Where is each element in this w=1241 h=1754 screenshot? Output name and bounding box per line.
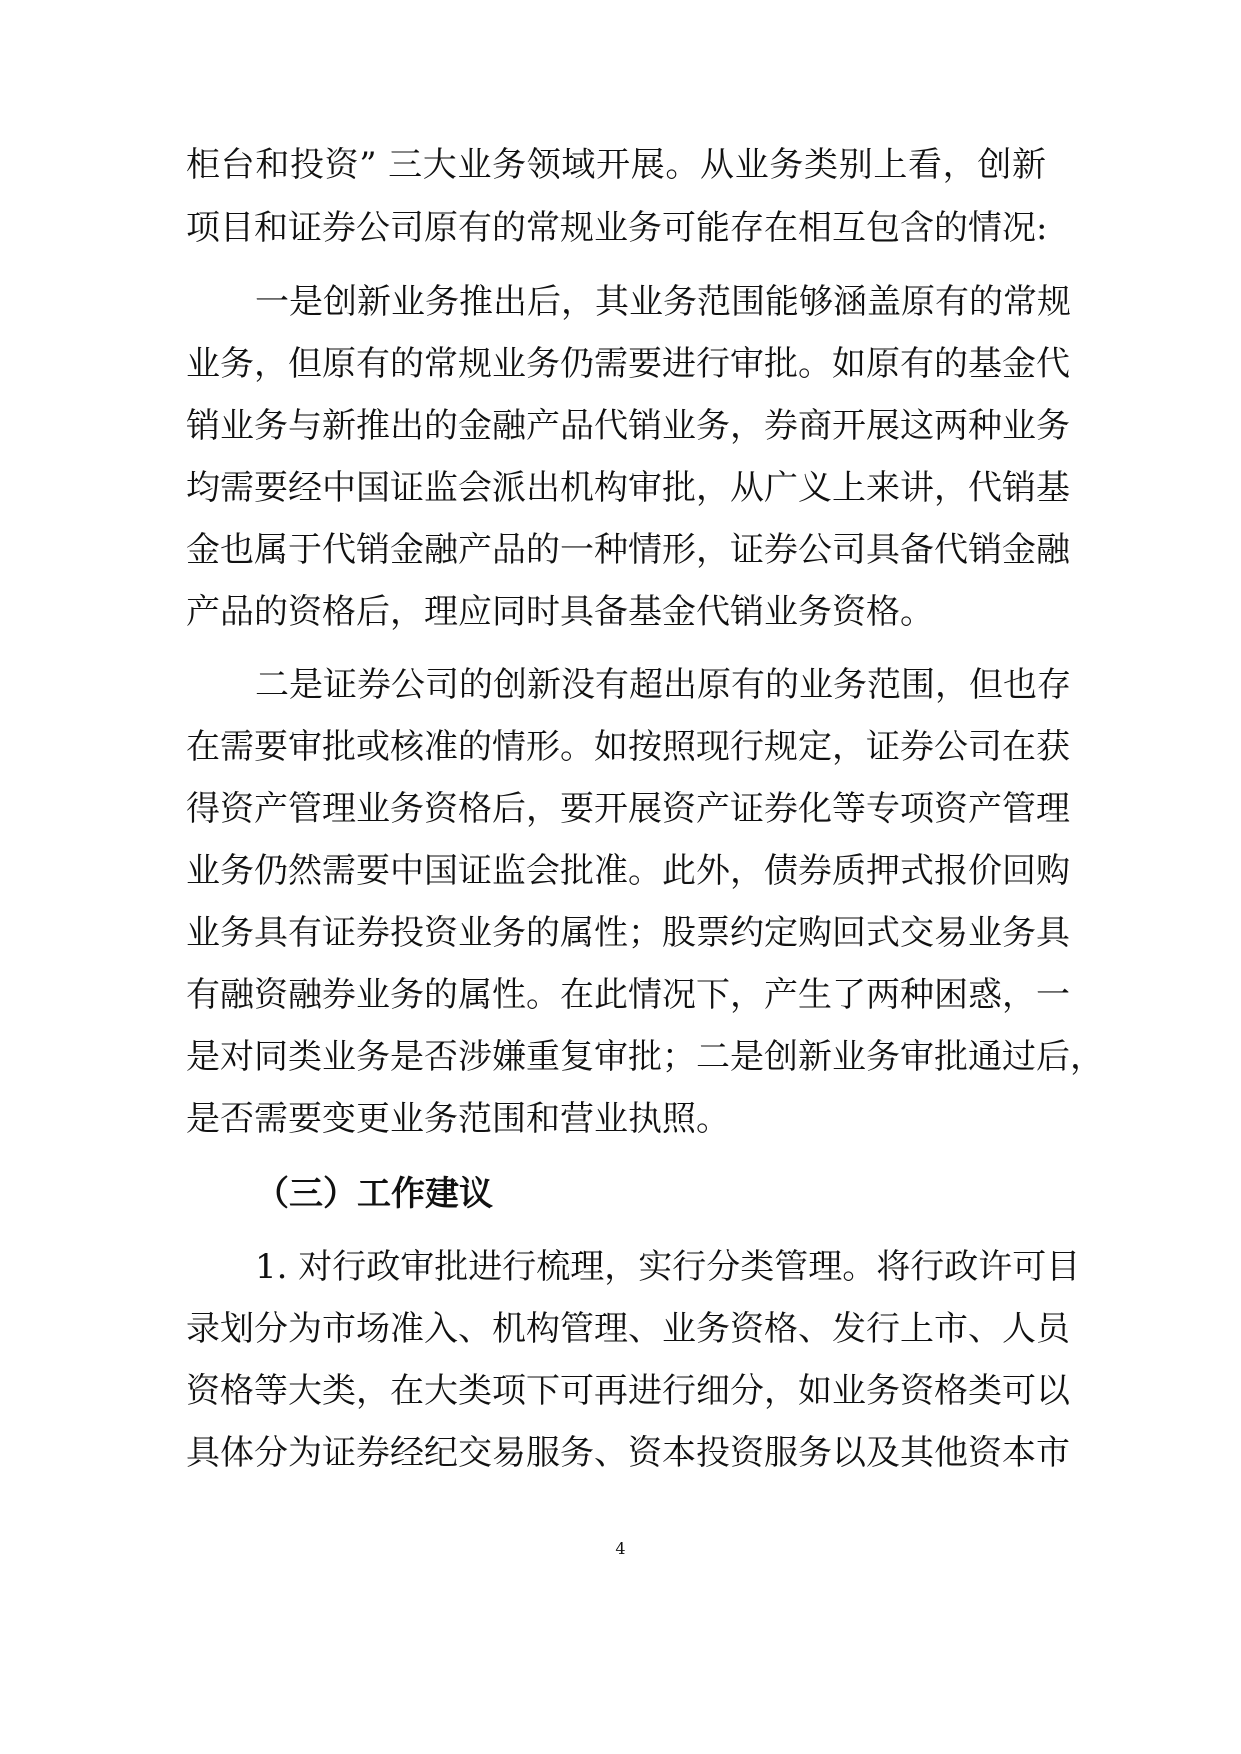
paragraph-line: 项目和证券公司原有的常规业务可能存在相互包含的情况:	[186, 208, 1048, 248]
paragraph-line: 录划分为市场准入、机构管理、业务资格、发行上市、人员	[186, 1309, 1070, 1349]
paragraph-line: 在需要审批或核准的情形。如按照现行规定，证券公司在获	[186, 727, 1070, 767]
paragraph-line: 业务具有证券投资业务的属性；股票约定购回式交易业务具	[186, 913, 1070, 953]
paragraph-line: 产品的资格后，理应同时具备基金代销业务资格。	[186, 592, 934, 632]
paragraph-line: 业务，但原有的常规业务仍需要进行审批。如原有的基金代	[186, 344, 1070, 384]
paragraph-line: 柜台和投资” 三大业务领域开展。从业务类别上看，创新	[186, 145, 1046, 185]
page-number: 4	[615, 1539, 626, 1558]
paragraph-line: 资格等大类，在大类项下可再进行细分，如业务资格类可以	[186, 1371, 1070, 1411]
paragraph-line: 具体分为证券经纪交易服务、资本投资服务以及其他资本市	[186, 1433, 1070, 1473]
section-heading: （三）工作建议	[255, 1174, 493, 1214]
paragraph-line: 1. 对行政审批进行梳理，实行分类管理。将行政许可目	[255, 1247, 1081, 1287]
paragraph-line: 有融资融券业务的属性。在此情况下，产生了两种困惑，一	[186, 975, 1070, 1015]
paragraph-line: 得资产管理业务资格后，要开展资产证券化等专项资产管理	[186, 789, 1070, 829]
paragraph-line: 一是创新业务推出后，其业务范围能够涵盖原有的常规	[255, 282, 1071, 322]
paragraph-line: 二是证券公司的创新没有超出原有的业务范围，但也存	[255, 665, 1071, 705]
paragraph-line: 业务仍然需要中国证监会批准。此外，债券质押式报价回购	[186, 851, 1070, 891]
paragraph-line: 金也属于代销金融产品的一种情形，证券公司具备代销金融	[186, 530, 1070, 570]
paragraph-line: 是对同类业务是否涉嫌重复审批；二是创新业务审批通过后，	[186, 1037, 1104, 1077]
paragraph-line: 销业务与新推出的金融产品代销业务，券商开展这两种业务	[186, 406, 1070, 446]
paragraph-line: 均需要经中国证监会派出机构审批，从广义上来讲，代销基	[186, 468, 1070, 508]
paragraph-line: 是否需要变更业务范围和营业执照。	[186, 1099, 730, 1139]
